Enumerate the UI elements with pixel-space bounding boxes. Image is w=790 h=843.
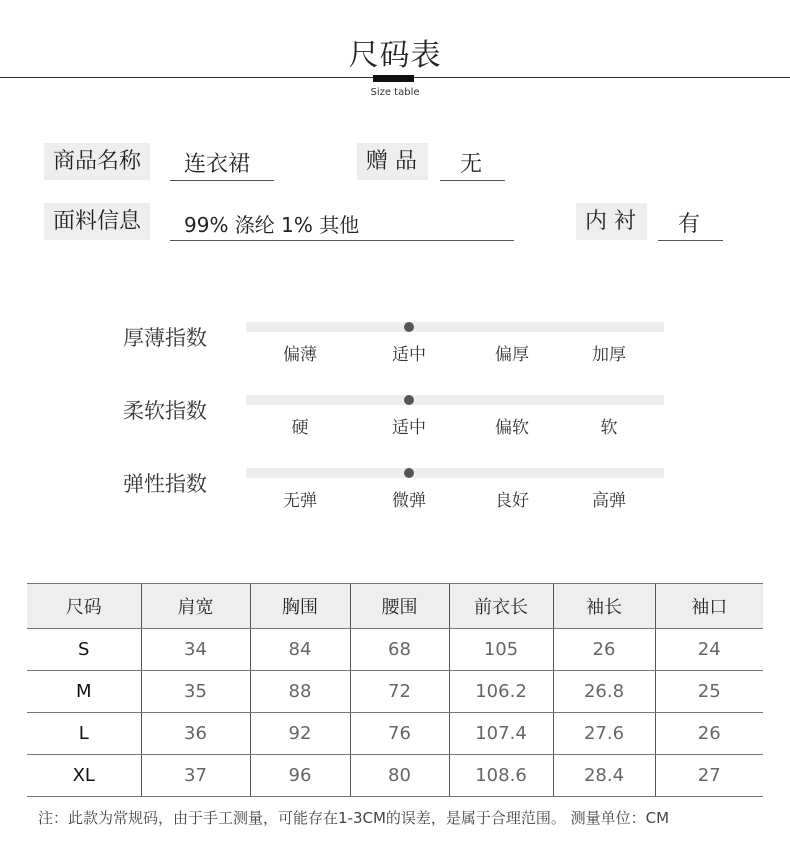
table-cell: 84 <box>250 629 350 671</box>
page-title: 尺码表 <box>348 38 442 73</box>
size-cell: XL <box>27 755 141 797</box>
softness-index-marker <box>404 395 414 405</box>
table-cell: 25 <box>655 671 763 713</box>
softness-index-label: 柔软指数 <box>123 399 207 423</box>
table-cell: 26 <box>553 629 655 671</box>
thickness-option: 加厚 <box>592 345 626 365</box>
table-cell: 76 <box>350 713 449 755</box>
table-cell: 36 <box>141 713 250 755</box>
size-cell: M <box>27 671 141 713</box>
table-cell: 26.8 <box>553 671 655 713</box>
elasticity-option: 高弹 <box>592 491 626 511</box>
elasticity-index-track <box>246 468 664 478</box>
table-cell: 28.4 <box>553 755 655 797</box>
measurement-note: 注：此款为常规码，由于手工测量，可能存在1-3CM的误差，是属于合理范围。 测量单位：CM <box>38 809 670 827</box>
fabric-value: 99% 涤纶 1% 其他 <box>170 205 514 241</box>
thickness-option: 偏厚 <box>495 345 529 365</box>
table-header-cell: 胸围 <box>250 584 350 629</box>
product-name-value: 连衣裙 <box>170 145 274 181</box>
elasticity-index-label: 弹性指数 <box>123 472 207 496</box>
table-cell: 27 <box>655 755 763 797</box>
table-cell: 68 <box>350 629 449 671</box>
table-cell: 105 <box>449 629 553 671</box>
title-accent-bar <box>373 75 414 82</box>
elasticity-option: 微弹 <box>392 491 426 511</box>
size-cell: S <box>27 629 141 671</box>
table-cell: 106.2 <box>449 671 553 713</box>
thickness-option: 偏薄 <box>283 345 317 365</box>
table-cell: 108.6 <box>449 755 553 797</box>
fabric-label: 面料信息 <box>44 203 150 240</box>
table-cell: 88 <box>250 671 350 713</box>
table-cell: 92 <box>250 713 350 755</box>
gift-label: 赠 品 <box>357 143 428 180</box>
table-header-cell: 腰围 <box>350 584 449 629</box>
table-row <box>27 671 763 713</box>
table-cell: 27.6 <box>553 713 655 755</box>
table-header-row <box>27 584 763 629</box>
table-cell: 80 <box>350 755 449 797</box>
table-row <box>27 755 763 797</box>
table-header-cell: 肩宽 <box>141 584 250 629</box>
page-subtitle: Size table <box>370 87 420 98</box>
thickness-option: 适中 <box>392 345 426 365</box>
softness-option: 硬 <box>291 418 309 438</box>
table-cell: 72 <box>350 671 449 713</box>
table-cell: 26 <box>655 713 763 755</box>
gift-value: 无 <box>440 145 505 181</box>
lining-value: 有 <box>658 205 723 241</box>
table-header-cell: 前衣长 <box>449 584 553 629</box>
table-header-cell: 尺码 <box>27 584 141 629</box>
table-cell: 34 <box>141 629 250 671</box>
table-header-cell: 袖口 <box>655 584 763 629</box>
table-cell: 24 <box>655 629 763 671</box>
softness-index-track <box>246 395 664 405</box>
table-row <box>27 629 763 671</box>
thickness-index-track <box>246 322 664 332</box>
lining-label: 内 衬 <box>576 203 647 240</box>
product-name-label: 商品名称 <box>44 143 150 180</box>
elasticity-index-marker <box>404 468 414 478</box>
size-table <box>27 583 763 797</box>
elasticity-option: 无弹 <box>283 491 317 511</box>
softness-option: 软 <box>600 418 618 438</box>
table-cell: 37 <box>141 755 250 797</box>
softness-option: 适中 <box>392 418 426 438</box>
table-cell: 96 <box>250 755 350 797</box>
table-cell: 35 <box>141 671 250 713</box>
thickness-index-marker <box>404 322 414 332</box>
softness-option: 偏软 <box>495 418 529 438</box>
table-cell: 107.4 <box>449 713 553 755</box>
thickness-index-label: 厚薄指数 <box>123 326 207 350</box>
elasticity-option: 良好 <box>495 491 529 511</box>
table-row <box>27 713 763 755</box>
size-cell: L <box>27 713 141 755</box>
table-header-cell: 袖长 <box>553 584 655 629</box>
